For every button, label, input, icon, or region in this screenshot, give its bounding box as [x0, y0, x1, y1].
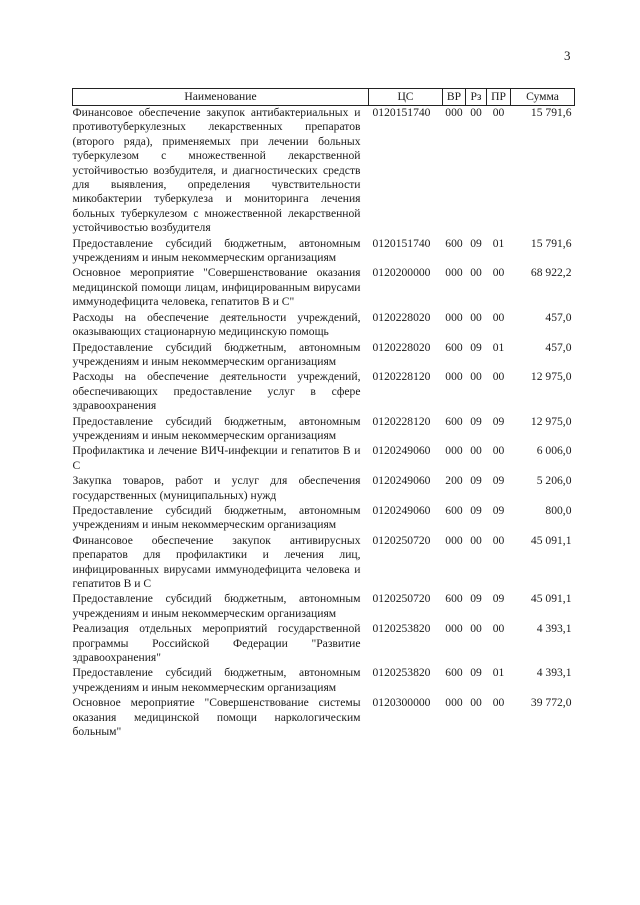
- table-row: [73, 504, 575, 534]
- row-cs-cell: 0120151740: [372, 236, 431, 250]
- row-pr-cell: 00: [492, 106, 505, 119]
- row-pr-cell: 00: [492, 696, 505, 710]
- row-sum-cell: 5 206,0: [536, 474, 572, 488]
- table-row: [73, 622, 575, 666]
- row-sum-cell: 12 975,0: [530, 370, 572, 384]
- table-row: [73, 237, 575, 267]
- table-body: [73, 106, 575, 741]
- row-sum-cell: 15 791,6: [530, 236, 572, 250]
- row-name-cell: Предоставление субсидий бюджетным, автономным учреждениям и иным некоммерческим организациям: [72, 666, 361, 694]
- row-rz-cell: 09: [470, 474, 482, 488]
- table-row: [73, 266, 575, 310]
- row-pr-cell: 00: [492, 533, 505, 547]
- row-pr-cell: 00: [492, 622, 505, 636]
- row-sum-cell: 45 091,1: [530, 533, 572, 547]
- row-vr-cell: 600: [445, 666, 463, 680]
- row-vr-cell: 000: [445, 533, 463, 547]
- header-cs: ЦС: [369, 89, 443, 106]
- header-pr: ПР: [487, 89, 511, 106]
- row-vr-cell: 000: [445, 622, 463, 636]
- row-vr-cell: 600: [445, 340, 463, 354]
- row-vr-cell: 600: [445, 414, 463, 428]
- row-sum-cell: 12 975,0: [530, 414, 572, 428]
- row-sum-cell: 39 772,0: [530, 696, 572, 710]
- row-pr-cell: 01: [492, 666, 505, 680]
- row-name-cell: Финансовое обеспечение закупок антивирусных препаратов для профилактики и лечения лиц, инфицированных вирусами иммунодефицита человека и гепатитов В и С: [72, 533, 361, 590]
- row-cs-cell: 0120228120: [372, 370, 431, 384]
- row-vr-cell: 600: [445, 236, 463, 250]
- row-sum-cell: 4 393,1: [536, 666, 572, 680]
- row-vr-cell: 000: [445, 696, 463, 710]
- row-pr-cell: 09: [492, 414, 505, 428]
- row-pr-cell: 01: [492, 340, 505, 354]
- row-vr-cell: 000: [445, 310, 463, 324]
- header-vr: ВР: [443, 89, 466, 106]
- row-rz-cell: 00: [470, 444, 482, 458]
- row-cs-cell: 0120228020: [372, 340, 431, 354]
- row-pr-cell: 00: [492, 310, 505, 324]
- row-sum-cell: 45 091,1: [530, 592, 572, 606]
- row-name-cell: Основное мероприятие "Совершенствование оказания медицинской помощи лицам, инфицированным вирусами иммунодефицита человека, гепатитов В и С": [72, 266, 361, 309]
- table-row: [73, 106, 575, 237]
- row-rz-cell: 09: [470, 340, 482, 354]
- row-pr-cell: 01: [492, 236, 505, 250]
- row-name-cell: Предоставление субсидий бюджетным, автономным учреждениям и иным некоммерческим организациям: [72, 414, 361, 442]
- row-vr-cell: 600: [445, 592, 463, 606]
- table-row: [73, 592, 575, 622]
- table-row: [73, 341, 575, 371]
- header-name: Наименование: [73, 89, 369, 106]
- budget-table: [72, 88, 575, 740]
- row-name-cell: Закупка товаров, работ и услуг для обеспечения государственных (муниципальных) нужд: [72, 474, 361, 502]
- row-rz-cell: 09: [470, 666, 482, 680]
- row-vr-cell: 000: [445, 106, 463, 119]
- row-cs-cell: 0120228120: [372, 414, 431, 428]
- page-number: 3: [564, 48, 571, 63]
- header-rz: Рз: [466, 89, 487, 106]
- table-row: [73, 444, 575, 474]
- row-cs-cell: 0120249060: [372, 444, 431, 458]
- row-sum-cell: 457,0: [545, 340, 572, 354]
- table-row: [73, 311, 575, 341]
- row-pr-cell: 00: [492, 370, 505, 384]
- table-row: [73, 474, 575, 504]
- row-cs-cell: 0120249060: [372, 474, 431, 488]
- row-rz-cell: 00: [470, 106, 482, 119]
- row-name-cell: Предоставление субсидий бюджетным, автономным учреждениям и иным некоммерческим организациям: [72, 592, 361, 620]
- table-row: [73, 696, 575, 740]
- row-sum-cell: 457,0: [545, 310, 572, 324]
- row-rz-cell: 00: [470, 533, 482, 547]
- table-row: [73, 534, 575, 593]
- row-cs-cell: 0120200000: [372, 266, 431, 280]
- row-name-cell: Основное мероприятие "Совершенствование системы оказания медицинской помощи наркологическим больным": [72, 696, 361, 739]
- row-cs-cell: 0120250720: [372, 533, 431, 547]
- row-cs-cell: 0120151740: [372, 106, 431, 119]
- row-vr-cell: 200: [445, 474, 463, 488]
- row-name-cell: Предоставление субсидий бюджетным, автономным учреждениям и иным некоммерческим организациям: [72, 503, 361, 532]
- row-cs-cell: 0120228020: [372, 310, 431, 324]
- table-row: [73, 415, 575, 445]
- row-sum-cell: 68 922,2: [530, 266, 572, 280]
- row-name-cell: Реализация отдельных мероприятий государственной программы Российской Федерации "Развитие здравоохранения": [72, 622, 361, 665]
- row-sum-cell: 800,0: [545, 503, 572, 517]
- row-name-cell: Предоставление субсидий бюджетным, автономным учреждениям и иным некоммерческим организациям: [72, 340, 361, 368]
- table-row: [73, 370, 575, 414]
- row-cs-cell: 0120250720: [372, 592, 431, 606]
- row-cs-cell: 0120253820: [372, 666, 431, 680]
- row-rz-cell: 09: [470, 236, 482, 250]
- row-name-cell: Финансовое обеспечение закупок антибактериальных и противотуберкулезных лекарственных препаратов (второго ряда), применяемых при лечении больных туберкулезом с множественной лекарственной устойчивостью возбудителя, и диагностических средств для выявления, определения чувствительности микобактерии туберкулеза и мониторинга лечения больных туберкулезом с множественной лекарственной устойчивостью возбудителя: [72, 106, 361, 235]
- row-sum-cell: 4 393,1: [536, 622, 572, 636]
- row-cs-cell: 0120300000: [372, 696, 431, 710]
- row-pr-cell: 09: [492, 592, 505, 606]
- table-header-row: [73, 89, 575, 106]
- row-rz-cell: 00: [470, 266, 482, 280]
- row-rz-cell: 00: [470, 696, 482, 710]
- row-vr-cell: 000: [445, 370, 463, 384]
- row-pr-cell: 00: [492, 444, 505, 458]
- header-sum: Сумма: [511, 89, 575, 106]
- row-rz-cell: 00: [470, 622, 482, 636]
- row-rz-cell: 09: [470, 414, 482, 428]
- row-vr-cell: 000: [445, 266, 463, 280]
- row-rz-cell: 00: [470, 310, 482, 324]
- row-pr-cell: 09: [492, 474, 505, 488]
- row-sum-cell: 6 006,0: [536, 444, 572, 458]
- table-row: [73, 666, 575, 696]
- row-pr-cell: 00: [492, 266, 505, 280]
- row-pr-cell: 09: [492, 503, 505, 517]
- row-rz-cell: 09: [470, 592, 482, 606]
- row-vr-cell: 600: [445, 503, 463, 517]
- row-rz-cell: 09: [470, 503, 482, 517]
- row-cs-cell: 0120253820: [372, 622, 431, 636]
- row-name-cell: Профилактика и лечение ВИЧ-инфекции и гепатитов В и С: [72, 444, 361, 472]
- row-name-cell: Расходы на обеспечение деятельности учреждений, оказывающих стационарную медицинскую помощь: [72, 310, 361, 339]
- row-sum-cell: 15 791,6: [530, 106, 572, 119]
- row-vr-cell: 000: [445, 444, 463, 458]
- row-name-cell: Предоставление субсидий бюджетным, автономным учреждениям и иным некоммерческим организациям: [72, 236, 361, 265]
- row-name-cell: Расходы на обеспечение деятельности учреждений, обеспечивающих предоставление услуг в сфере здравоохранения: [72, 370, 361, 413]
- row-cs-cell: 0120249060: [372, 503, 431, 517]
- row-rz-cell: 00: [470, 370, 482, 384]
